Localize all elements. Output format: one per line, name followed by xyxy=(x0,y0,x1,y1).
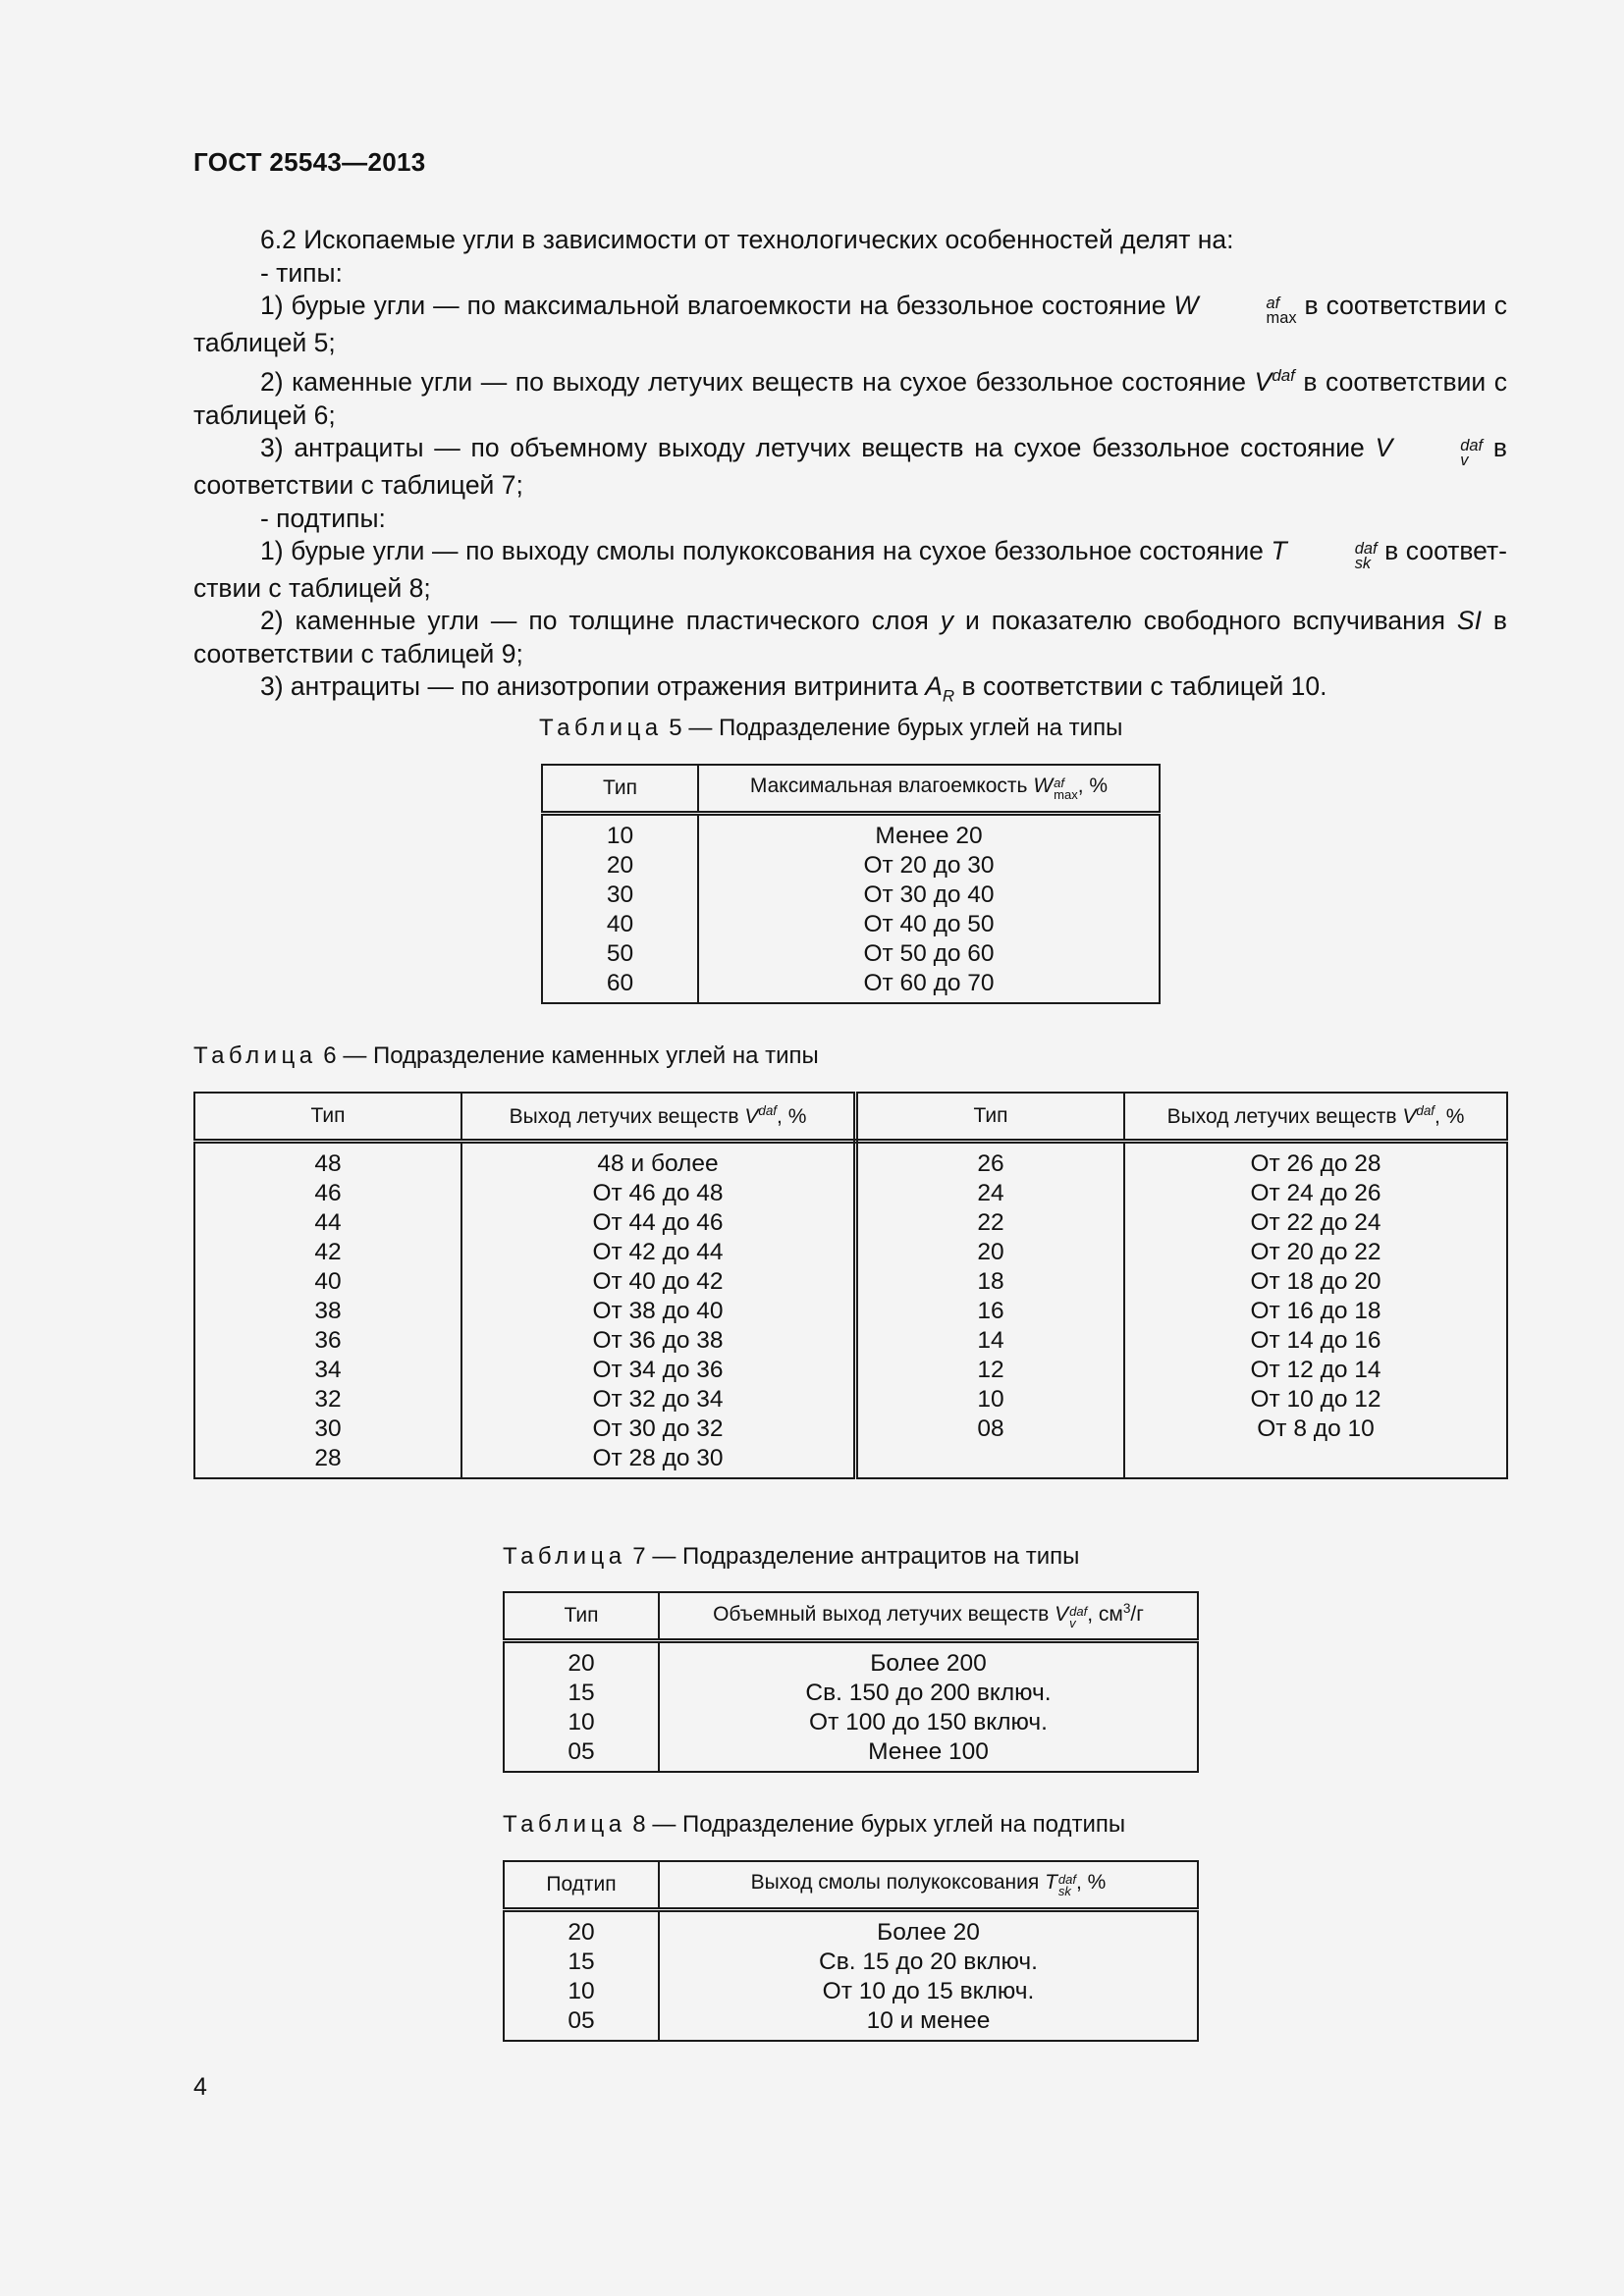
page-number: 4 xyxy=(193,2073,207,2101)
table-row: 46 От 46 до 48 24 От 24 до 26 xyxy=(194,1179,1507,1208)
table6-caption: Таблица 6 — Подразделение каменных углей на типы xyxy=(193,1042,819,1069)
paragraph-subtypes-heading: - подтипы: xyxy=(260,503,386,533)
symbol-y: y xyxy=(940,606,954,636)
table-row: 38 От 38 до 40 16 От 16 до 18 xyxy=(194,1297,1507,1326)
table-row: 10 Менее 20 xyxy=(542,814,1160,852)
table7 xyxy=(503,1591,1199,1773)
paragraph-types-2: 2) каменные угли — по выходу летучих веществ на сухое беззольное состояние $V^{daf}$ в соответствии с таблицей 6; xyxy=(193,366,1507,430)
paragraph-types-1: 1) бурые угли — по максимальной влагоемкости на беззольное состояние W af max в соответствии с таблицей 5; xyxy=(193,291,1507,357)
table8-caption: Таблица 8 — Подразделение бурых углей на подтипы xyxy=(503,1811,1126,1838)
table-row: 50 От 50 до 60 xyxy=(542,939,1160,969)
table-row: 40 От 40 до 42 18 От 18 до 20 xyxy=(194,1267,1507,1297)
table-row: 44 От 44 до 46 22 От 22 до 24 xyxy=(194,1208,1507,1238)
paragraph-subtypes-2: 2) каменные угли — по толщине пластического слоя y и показателю свободного вспучивания SI в соответствии с таблицей 9; xyxy=(193,606,1507,668)
table-row: 60 От 60 до 70 xyxy=(542,969,1160,1003)
paragraph-intro: 6.2 Ископаемые угли в зависимости от технологических особенностей делят на: xyxy=(260,225,1234,254)
table6-col-volatile-left: Выход летучих веществ $V^{daf}$, % xyxy=(461,1093,856,1142)
table-row: 10 От 100 до 150 включ. xyxy=(504,1708,1198,1737)
paragraph-types-heading: - типы: xyxy=(260,257,343,288)
table7-col-type: Тип xyxy=(504,1592,659,1641)
table5-col-moisture: Максимальная влагоемкость W af max , % xyxy=(698,765,1160,814)
symbol-v-v-daf: V daf v xyxy=(1375,433,1484,470)
table-row: 34 От 34 до 36 12 От 12 до 14 xyxy=(194,1356,1507,1385)
paragraph-types-3: 3) антрациты — по объемному выходу летучих веществ на сухое беззольное состояние V daf v в соответствии с таблицей 7; xyxy=(193,433,1507,501)
table5-header-row xyxy=(542,765,1160,814)
table6-col-volatile-right: Выход летучих веществ $V^{daf}$, % xyxy=(1124,1093,1507,1142)
table-row: 05 10 и менее xyxy=(504,2006,1198,2041)
table-row: 15 Св. 15 до 20 включ. xyxy=(504,1948,1198,1977)
table6 xyxy=(193,1092,1508,1479)
table-row: 32 От 32 до 34 10 От 10 до 12 xyxy=(194,1385,1507,1415)
table-row: 20 Более 200 xyxy=(504,1641,1198,1680)
table-row: 36 От 36 до 38 14 От 14 до 16 xyxy=(194,1326,1507,1356)
table6-header-row xyxy=(194,1093,1507,1142)
symbol-v-daf: $V^{daf}$ xyxy=(1254,366,1295,398)
table7-col-volume: Объемный выход летучих веществ V daf v , $см^3/г$ xyxy=(659,1592,1198,1641)
body-text xyxy=(193,224,1507,713)
table-row: 48 48 и более 26 От 26 до 28 xyxy=(194,1142,1507,1180)
table7-caption: Таблица 7 — Подразделение антрацитов на типы xyxy=(503,1543,1080,1570)
table-row: 05 Менее 100 xyxy=(504,1737,1198,1772)
symbol-si: SI xyxy=(1456,606,1482,636)
table8-header-row xyxy=(504,1861,1198,1910)
table-row: 30 От 30 до 32 08 От 8 до 10 xyxy=(194,1415,1507,1444)
table8-col-tar-yield: Выход смолы полукоксования T daf sk , % xyxy=(659,1861,1198,1910)
table8-col-subtype: Подтип xyxy=(504,1861,659,1910)
table-row: 15 Св. 150 до 200 включ. xyxy=(504,1679,1198,1708)
table-row: 20 От 20 до 30 xyxy=(542,851,1160,881)
symbol-w-af-max: W af max xyxy=(1173,291,1297,328)
document-id: ГОСТ 25543—2013 xyxy=(193,147,426,177)
table-row: 28 От 28 до 30 xyxy=(194,1444,1507,1478)
table-row: 40 От 40 до 50 xyxy=(542,910,1160,939)
table6-col-type-right: Тип xyxy=(856,1093,1125,1142)
table7-header-row xyxy=(504,1592,1198,1641)
table5 xyxy=(541,764,1161,1004)
table6-col-type-left: Тип xyxy=(194,1093,461,1142)
table5-col-type: Тип xyxy=(542,765,698,814)
table8 xyxy=(503,1860,1199,2042)
symbol-a-r: $A_R$ xyxy=(925,671,955,706)
table-row: 10 От 10 до 15 включ. xyxy=(504,1977,1198,2006)
paragraph-subtypes-1: 1) бурые угли — по выходу смолы полукоксования на сухое беззольное состояние T daf sk в соответствии с таблицей 8; xyxy=(193,536,1507,603)
table-row: 20 Более 20 xyxy=(504,1910,1198,1949)
symbol-t-sk-daf: T daf sk xyxy=(1271,536,1378,573)
paragraph-subtypes-3: 3) антрациты — по анизотропии отражения витринита $A_R$ в соответствии с таблицей 10. xyxy=(260,671,1327,706)
table-row: 42 От 42 до 44 20 От 20 до 22 xyxy=(194,1238,1507,1267)
table-row: 30 От 30 до 40 xyxy=(542,881,1160,910)
table5-caption: Таблица 5 — Подразделение бурых углей на типы xyxy=(539,715,1123,741)
